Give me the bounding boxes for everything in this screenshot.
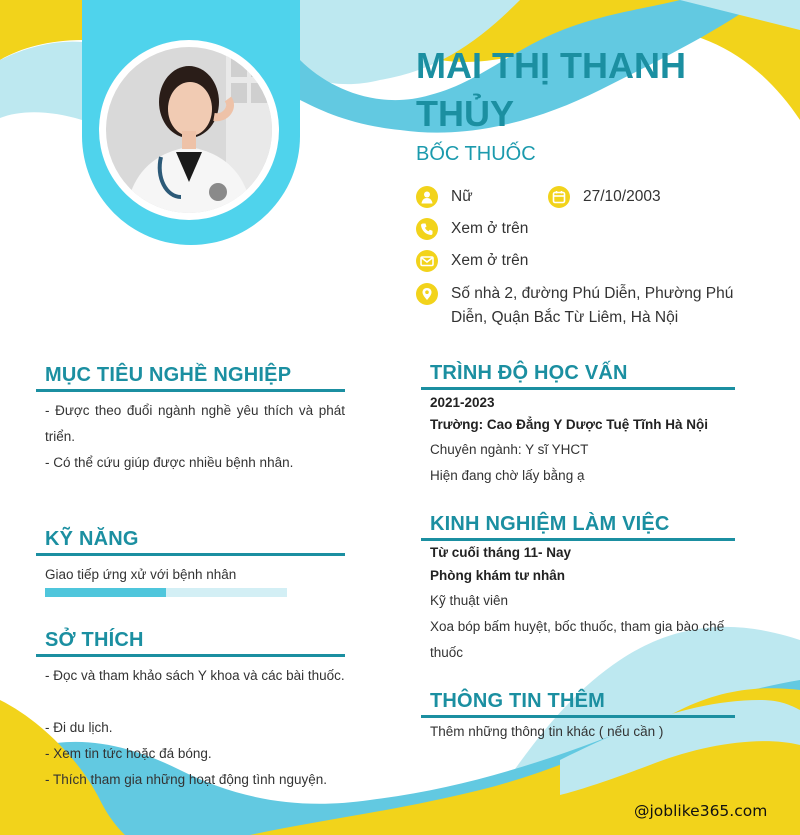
profile-photo	[99, 40, 279, 220]
hobby-line: - Đi du lịch.	[45, 720, 113, 735]
hobbies-title: SỞ THÍCH	[45, 629, 144, 651]
objective-title: MỤC TIÊU NGHỀ NGHIỆP	[45, 364, 292, 386]
full-name: MAI THỊ THANH THỦY	[416, 45, 686, 134]
hobby-line: - Xem tin tức hoặc đá bóng.	[45, 746, 212, 761]
extra-text: Thêm những thông tin khác ( nếu cần )	[430, 724, 664, 739]
hobby-line: - Đọc và tham khảo sách Y khoa và các bài thuốc.	[45, 668, 345, 683]
experience-company: Phòng khám tư nhân	[430, 568, 566, 583]
birthdate-value: 27/10/2003	[583, 188, 661, 205]
extra-divider	[421, 715, 735, 718]
phone-icon	[416, 218, 438, 240]
hobbies-divider	[36, 654, 345, 657]
education-period: 2021-2023	[430, 395, 495, 410]
education-status: Hiện đang chờ lấy bằng ạ	[430, 468, 585, 483]
education-school: Trường: Cao Đẳng Y Dược Tuệ Tĩnh Hà Nội	[430, 417, 709, 432]
skills-divider	[36, 553, 345, 556]
objective-line: - Được theo đuổi ngành nghề yêu thích và phát triển.	[45, 403, 345, 444]
education-major: Chuyên ngành: Y sĩ YHCT	[430, 442, 589, 457]
gender-value: Nữ	[451, 188, 473, 205]
address-value: Số nhà 2, đường Phú Diễn, Phường Phú Diễn, Quận Bắc Từ Liêm, Hà Nội	[451, 285, 734, 326]
experience-period: Từ cuối tháng 11- Nay	[430, 545, 572, 560]
calendar-icon	[548, 186, 570, 208]
applied-position: BỐC THUỐC	[416, 143, 536, 165]
hobby-line: - Thích tham gia những hoạt động tình nguyện.	[45, 772, 327, 787]
objective-divider	[36, 389, 345, 392]
phone-value: Xem ở trên	[451, 220, 529, 237]
person-icon	[416, 186, 438, 208]
skills-title: KỸ NĂNG	[45, 528, 139, 550]
experience-description: Xoa bóp bấm huyệt, bốc thuốc, tham gia bào chế thuốc	[430, 619, 725, 660]
experience-role: Kỹ thuật viên	[430, 593, 509, 608]
mail-icon	[416, 250, 438, 272]
location-icon	[416, 283, 438, 305]
experience-title: KINH NGHIỆM LÀM VIỆC	[430, 513, 670, 535]
education-title: TRÌNH ĐỘ HỌC VẤN	[430, 362, 628, 384]
objective-line: - Có thể cứu giúp được nhiều bệnh nhân.	[45, 455, 294, 470]
extra-title: THÔNG TIN THÊM	[430, 690, 606, 712]
skill-name: Giao tiếp ứng xử với bệnh nhân	[45, 567, 237, 582]
skill-bar-fill	[45, 588, 166, 597]
watermark: @joblike365.com	[634, 802, 768, 820]
email-value: Xem ở trên	[451, 252, 529, 269]
